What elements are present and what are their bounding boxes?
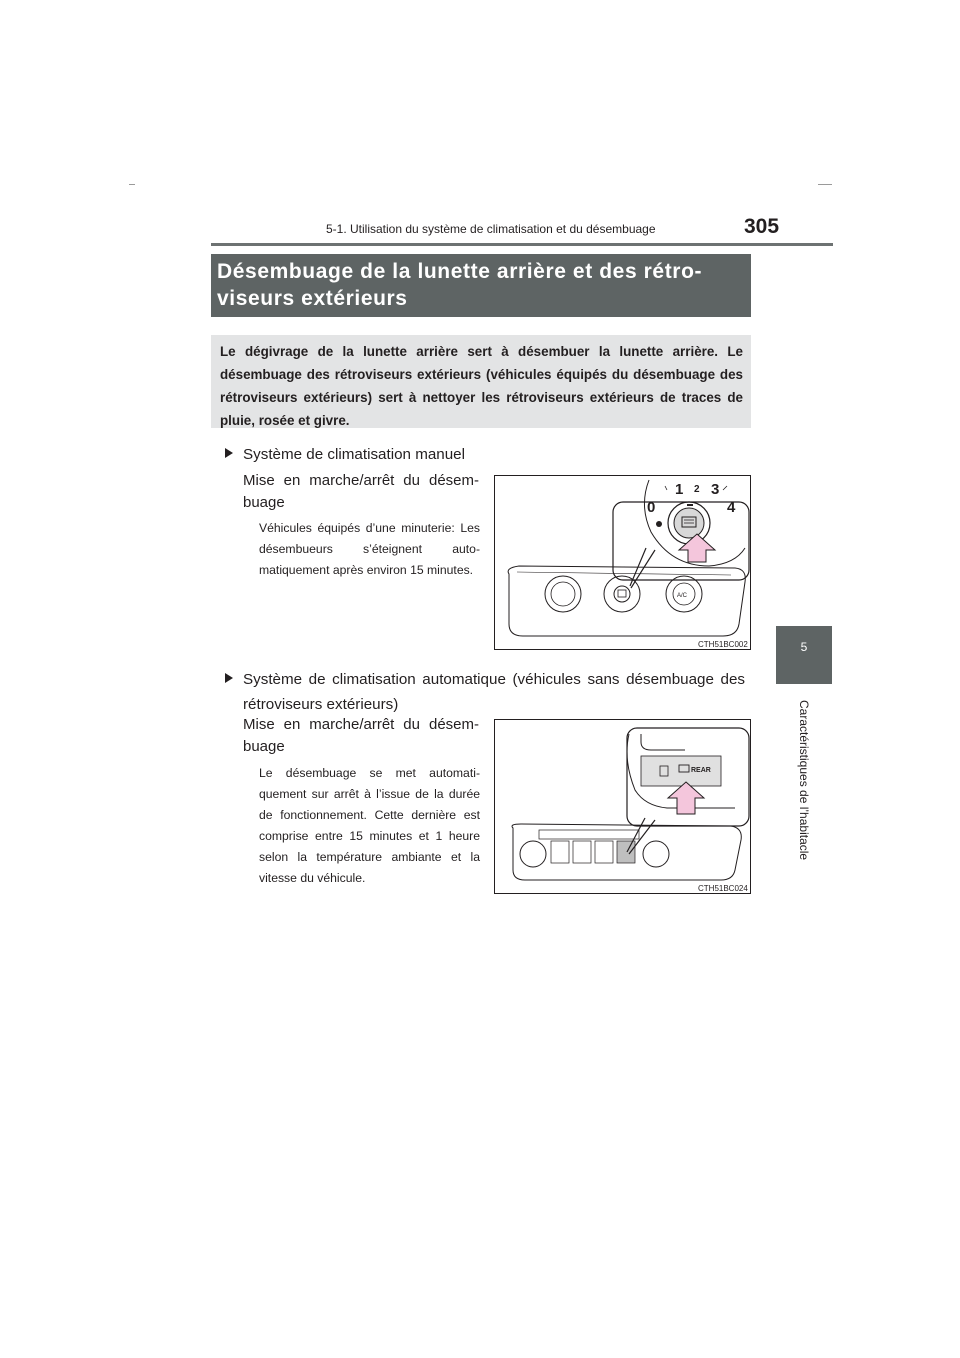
manual-panel-illustration: [495, 476, 750, 649]
manual-step: Mise en marche/arrêt du désembuage: [243, 472, 479, 511]
automatic-heading-text: Système de climatisation automatique (véhicules sans désembuage des rétroviseurs extérieurs): [243, 671, 745, 713]
section-title-line-2: viseurs extérieurs: [217, 287, 408, 310]
manual-note: Véhicules équipés d’une minuterie: Les désembueurs s’éteignent automatiquement après environ 15 minutes.: [259, 521, 480, 577]
chapter-tab-number: 5: [800, 640, 808, 654]
section-intro: Le dégivrage de la lunette arrière sert à désembuer la lunette arrière. Le désembuage des rétroviseurs extérieurs (véhicules équipés du désembuage des rétroviseurs extérieurs) sert à nettoyer les rétroviseurs extérieurs de traces de pluie, rosée et givre.: [211, 335, 751, 428]
section-title-line-1: Désembuage de la lunette arrière et des rétro-: [217, 260, 703, 283]
dial-label-1: 1: [675, 481, 684, 498]
rear-button-label: REAR: [691, 767, 711, 774]
automatic-figure: [494, 719, 751, 894]
automatic-heading: [243, 667, 745, 717]
chapter-header: 5-1. Utilisation du système de climatisation et du désembuage: [326, 222, 656, 236]
automatic-step: Mise en marche/arrêt du désembuage: [243, 716, 479, 755]
automatic-figure-code: CTH51BC024: [698, 884, 748, 893]
dial-label-3: 3: [711, 481, 720, 498]
manual-figure: [494, 475, 751, 650]
header-rule: [211, 243, 833, 246]
dial-label-2: 2: [694, 484, 700, 495]
crop-mark-left: [129, 184, 135, 185]
manual-heading: [243, 442, 753, 467]
section-title: [211, 254, 751, 317]
bullet-triangle-icon: [225, 673, 233, 683]
chapter-tab: [776, 626, 832, 684]
bullet-triangle-icon: [225, 448, 233, 458]
automatic-note: Le désembuage se met automatiquement sur arrêt à l’issue de la durée de fonctionnement. Cette dernière est comprise entre 15 minutes et 1 heure selon la température ambiante et la vitesse du véhicule.: [259, 766, 480, 885]
automatic-panel-illustration: [495, 720, 750, 893]
ac-label: A/C: [677, 593, 688, 599]
manual-figure-code: CTH51BC002: [698, 640, 748, 649]
crop-mark-right: [818, 184, 832, 185]
manual-heading-text: Système de climatisation manuel: [243, 446, 466, 463]
dial-label-4: 4: [727, 499, 736, 516]
dial-label-0: 0: [647, 499, 656, 516]
page-number: 305: [744, 215, 780, 238]
pointer-arrow-icon: [668, 782, 704, 814]
chapter-tab-label: Caractéristiques de l’habitacle: [797, 700, 811, 861]
